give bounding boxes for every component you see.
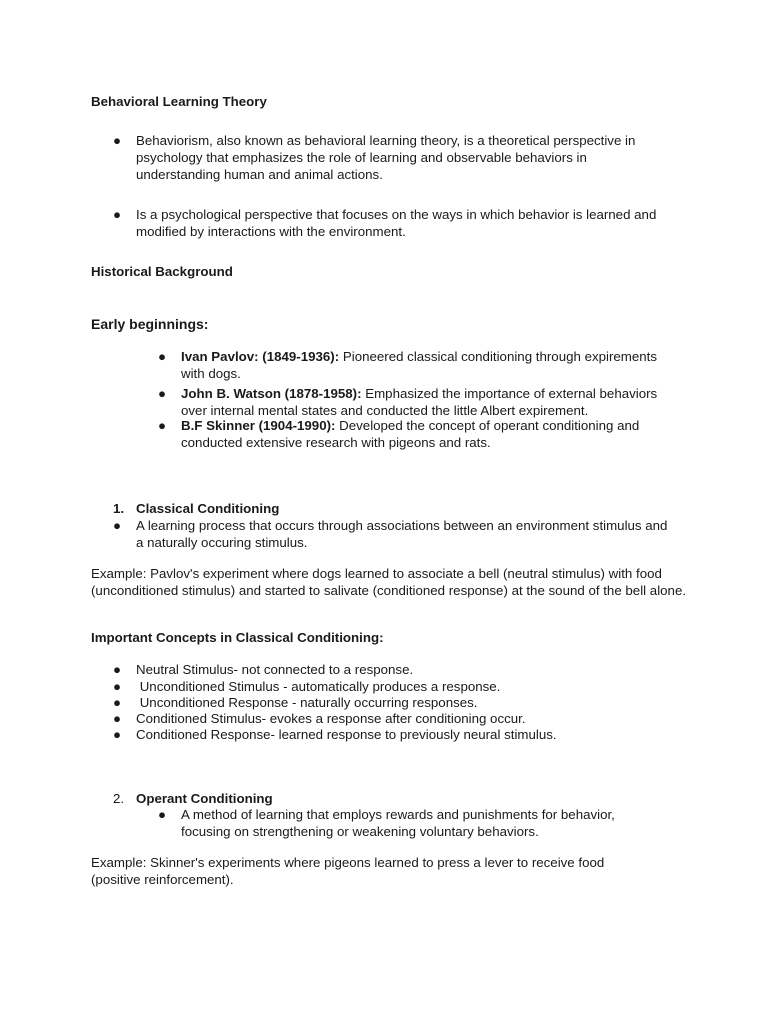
figure-text (181, 348, 678, 382)
bullet-icon: ● (158, 807, 167, 822)
figure-desc: Developed the concept of operant conditioning and conducted extensive research with pigeons and rats. (181, 418, 640, 450)
classical-bullet-text: A learning process that occurs through associations between an environment stimulus and a naturally occuring stimulus. (136, 518, 668, 550)
classical-number: 1. (113, 501, 125, 516)
concept-text: Unconditioned Stimulus - automatically produces a response. (136, 679, 501, 694)
classical-example: Example: Pavlov's experiment where dogs learned to associate a bell (neutral stimulus) with food (unconditioned stimulus) and started to salivate (conditioned response) at the sound of the bell alone. (91, 566, 687, 598)
figure-name: B.F Skinner (1904-1990): (181, 418, 336, 433)
figure-desc: Pioneered classical conditioning through expirements with dogs. (181, 349, 658, 381)
bullet-icon: ● (158, 349, 167, 364)
document-title: Behavioral Learning Theory (91, 94, 267, 109)
bullet-icon: ● (113, 695, 122, 710)
bullet-icon: ● (113, 727, 122, 742)
concept-text: Conditioned Response- learned response to previously neural stimulus. (136, 727, 557, 742)
bullet-icon: ● (113, 662, 122, 677)
figure-name: Ivan Pavlov: (1849-1936): (181, 349, 340, 364)
bullet-icon: ● (113, 207, 122, 222)
intro-bullet-text: Is a psychological perspective that focuses on the ways in which behavior is learned and modified by interactions with the environment. (136, 207, 657, 239)
operant-bullet-text: A method of learning that employs rewards and punishments for behavior, focusing on strengthening or weakening voluntary behaviors. (181, 807, 615, 839)
concepts-heading: Important Concepts in Classical Conditioning: (91, 630, 384, 645)
figure-desc: Emphasized the importance of external behaviors over internal mental states and conducted the little Albert expirement. (181, 386, 658, 418)
early-heading: Early beginnings: (91, 316, 209, 332)
concept-text: Unconditioned Response - naturally occurring responses. (136, 695, 478, 710)
figure-name: John B. Watson (1878-1958): (181, 386, 362, 401)
historical-heading: Historical Background (91, 264, 233, 279)
concept-text: Neutral Stimulus- not connected to a response. (136, 662, 414, 677)
figure-text (181, 385, 678, 419)
bullet-icon: ● (113, 133, 122, 148)
operant-heading: Operant Conditioning (136, 791, 273, 806)
concept-text: Conditioned Stimulus- evokes a response after conditioning occur. (136, 711, 526, 726)
operant-number: 2. (113, 791, 125, 806)
figure-text (181, 417, 678, 451)
bullet-icon: ● (158, 418, 167, 433)
bullet-icon: ● (158, 386, 167, 401)
intro-bullet-text: Behaviorism, also known as behavioral learning theory, is a theoretical perspective in psychology that emphasizes the role of learning and observable behaviors in understanding human and animal actions. (136, 133, 636, 182)
bullet-icon: ● (113, 679, 122, 694)
operant-example: Example: Skinner's experiments where pigeons learned to press a lever to receive food (positive reinforcement). (91, 855, 605, 887)
bullet-icon: ● (113, 518, 122, 533)
bullet-icon: ● (113, 711, 122, 726)
classical-heading: Classical Conditioning (136, 501, 280, 516)
